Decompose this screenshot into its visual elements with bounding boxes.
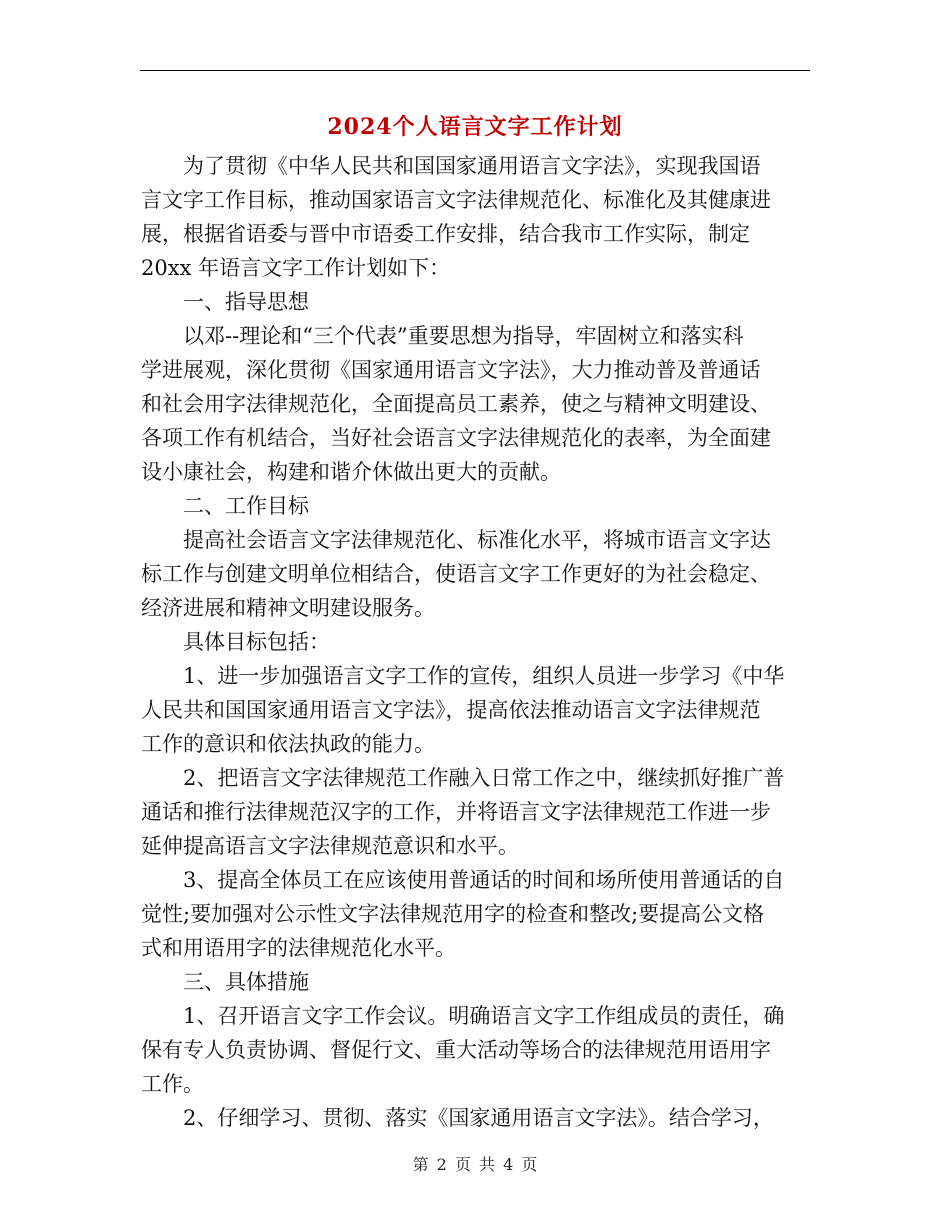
text-line: 三、具体措施 [141,970,309,994]
text-line: 言文字工作目标，推动国家语言文字法律规范化、标准化及其健康进 [141,188,771,212]
text-line: 3、提高全体员工在应该使用普通话的时间和场所使用普通话的自 [141,868,785,892]
text-line: 学进展观，深化贯彻《国家通用语言文字法》，大力推动普及普通话 [141,358,761,382]
text-line: 提高社会语言文字法律规范化、标准化水平，将城市语言文字达 [141,528,771,552]
text-line: 式和用语用字的法律规范化水平。 [141,936,456,960]
text-line: 通话和推行法律规范汉字的工作，并将语言文字法律规范工作进一步 [141,800,771,824]
text-line: 保有专人负责协调、督促行文、重大活动等场合的法律规范用语用字 [141,1038,771,1062]
text-line: 展，根据省语委与晋中市语委工作安排，结合我市工作实际，制定 [141,222,750,246]
text-line: 2、仔细学习、贯彻、落实《国家通用语言文字法》。结合学习， [141,1106,774,1130]
text-line: 人民共和国国家通用语言文字法》，提高依法推动语言文字法律规范 [141,698,761,722]
text-line: 为了贯彻《中华人民共和国国家通用语言文字法》，实现我国语 [141,154,761,178]
text-line: 经济进展和精神文明建设服务。 [141,596,435,620]
text-line: 1、进一步加强语言文字工作的宣传，组织人员进一步学习《中华 [141,664,785,688]
text-line: 2、把语言文字法律规范工作融入日常工作之中，继续抓好推广普 [141,766,785,790]
text-line: 20xx 年语言文字工作计划如下： [141,256,451,280]
text-line: 工作。 [141,1072,204,1096]
document-body [141,149,809,1135]
page-footer: 第 2 页 共 4 页 [412,1155,538,1174]
text-line: 以邓--理论和“三个代表”重要思想为指导，牢固树立和落实科 [141,324,744,348]
text-line: 具体目标包括： [141,630,330,654]
header-rule [140,70,810,71]
text-line: 1、召开语言文字工作会议。明确语言文字工作组成员的责任，确 [141,1004,785,1028]
text-line: 觉性;要加强对公示性文字法律规范用字的检查和整改;要提高公文格 [141,902,765,926]
document-title: 2024个人语言文字工作计划 [327,114,623,140]
text-line: 标工作与创建文明单位相结合，使语言文字工作更好的为社会稳定、 [141,562,771,586]
text-line: 一、指导思想 [141,290,309,314]
text-line: 二、工作目标 [141,494,309,518]
text-line: 延伸提高语言文字法律规范意识和水平。 [141,834,519,858]
text-line: 和社会用字法律规范化，全面提高员工素养，使之与精神文明建设、 [141,392,771,416]
text-line: 工作的意识和依法执政的能力。 [141,732,435,756]
text-line: 设小康社会，构建和谐介休做出更大的贡献。 [141,460,561,484]
text-line: 各项工作有机结合，当好社会语言文字法律规范化的表率，为全面建 [141,426,771,450]
